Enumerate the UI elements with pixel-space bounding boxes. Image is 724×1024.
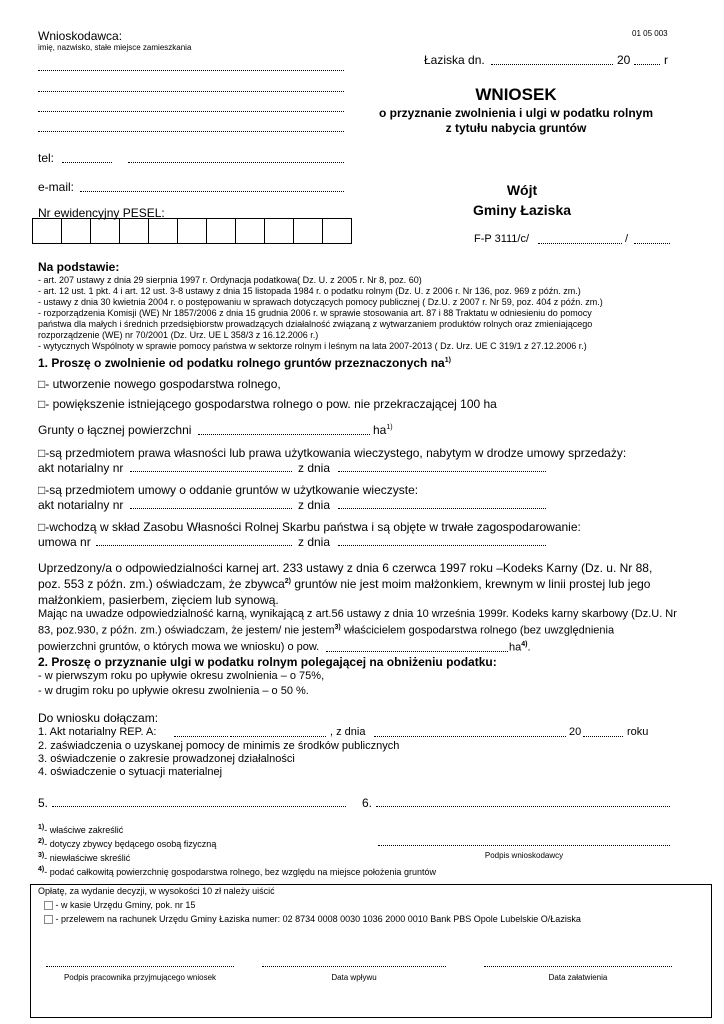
recipient-line-1: Wójt bbox=[506, 182, 538, 198]
option-ownership[interactable]: □-są przedmiotem prawa własności lub prawa użytkowania wieczystego, nabytym w drodze umowy sprzedaży: bbox=[38, 446, 627, 460]
form-code: 01 05 003 bbox=[632, 29, 668, 38]
date-year-field[interactable] bbox=[634, 64, 660, 65]
receipt-date-field[interactable] bbox=[262, 966, 446, 967]
contract-date-field[interactable] bbox=[338, 545, 546, 546]
recipient-line-2: Gminy Łaziska bbox=[472, 202, 572, 218]
form-subtitle-2: z tytułu nabycia gruntów bbox=[445, 121, 587, 135]
signature-field[interactable] bbox=[378, 845, 670, 846]
act-number-field-1[interactable] bbox=[130, 471, 292, 472]
contract-label: umowa nr bbox=[38, 535, 91, 549]
email-label: e-mail: bbox=[38, 180, 75, 194]
employee-signature-label: Podpis pracownika przyjmującego wniosek bbox=[63, 973, 217, 982]
fee-heading: Opłatę, za wydanie decyzji, w wysokości 10 zł należy uiścić bbox=[38, 886, 275, 896]
act-label-2: akt notarialny nr bbox=[38, 498, 124, 512]
relief-line-1: - w pierwszym roku po upływie okresu zwolnienia – o 75%, bbox=[38, 670, 325, 682]
fee-option-cash[interactable]: - w kasie Urzędu Gminy, pok. nr 15 bbox=[44, 900, 195, 910]
pesel-digit[interactable] bbox=[322, 218, 352, 244]
area-field[interactable] bbox=[198, 434, 370, 435]
tel-prefix-field[interactable] bbox=[62, 162, 112, 163]
completion-date-field[interactable] bbox=[484, 966, 672, 967]
basis-item: rozporządzenie (WE) nr 70/2001 (Dz. Urz. UE L 358/3 z 16.12.2006 r.) bbox=[38, 330, 319, 340]
pesel-digit[interactable] bbox=[293, 218, 323, 244]
attachment-1-label: 1. Akt notarialny REP. A: bbox=[38, 726, 157, 738]
warning-line: Uprzedzony/a o odpowiedzialności karnej art. 233 ustawy z dnia 6 czerwca 1997 roku –Kodeks Karny (Dz. u. Nr 88, bbox=[38, 561, 653, 575]
warning-line: poz. 553 z późn. zm.) oświadczam, że zbywca$^{2)}$ gruntów nie jest moim małżonkiem, krewnym w linii prostej lub jego bbox=[38, 577, 651, 591]
option-enlarge-farm[interactable]: □- powiększenie istniejącego gospodarstwa rolnego o pow. nie przekraczającej 100 ha bbox=[38, 397, 497, 411]
contract-date-label: z dnia bbox=[298, 535, 331, 549]
pesel-digit[interactable] bbox=[90, 218, 120, 244]
rep-field-2[interactable] bbox=[230, 736, 326, 737]
footnote-1: $^{1)}$- właściwe zakreślić bbox=[38, 824, 124, 835]
applicant-line-2[interactable] bbox=[38, 91, 344, 92]
pesel-digit[interactable] bbox=[206, 218, 236, 244]
basis-item: - art. 207 ustawy z dnia 29 sierpnia 1997 r. Ordynacja podatkowa( Dz. U. z 2005 r. Nr 8, poz. 60) bbox=[38, 275, 422, 285]
warning-line: Mając na uwadze odpowiedzialność karną, wynikającą z art.56 ustawy z dnia 10 września 1999r. Kodeks karny skarbowy (Dz.U. Nr bbox=[38, 608, 677, 620]
applicant-line-4[interactable] bbox=[38, 131, 344, 132]
attachment-2: 2. zaświadczenia o uzyskanej pomocy de minimis ze środków publicznych bbox=[38, 740, 400, 752]
basis-item: - rozporządzenia Komisji (WE) Nr 1857/2006 z dnia 15 grudnia 2006 r. w sprawie stosowania art. 87 i 88 Traktatu w odniesieniu do pomocy bbox=[38, 308, 592, 318]
basis-heading: Na podstawie: bbox=[38, 260, 120, 274]
attachment-1-year-prefix: 20 bbox=[569, 726, 582, 738]
attachment-1-date-label: , z dnia bbox=[330, 726, 366, 738]
applicant-label: Wnioskodawca: bbox=[38, 29, 123, 43]
applicant-line-1[interactable] bbox=[38, 70, 344, 71]
warning-line: 83, poz.930, z późn. zm.) oświadczam, że jestem/ nie jestem$^{3)}$ właścicielem gospodarstwa rolnego (bez uwzględnienia bbox=[38, 624, 615, 637]
basis-item: państwa dla małych i średnich przedsiębiorstw prowadzących działalność związaną z wytwarzaniem produktów rolnych oraz zmieniającego bbox=[38, 319, 593, 329]
contract-number-field[interactable] bbox=[96, 545, 292, 546]
employee-signature-field[interactable] bbox=[46, 966, 234, 967]
act-date-field-2[interactable] bbox=[338, 508, 546, 509]
date-place: Łaziska dn. bbox=[424, 53, 485, 67]
attachment-1-year-field[interactable] bbox=[583, 736, 623, 737]
pesel-label: Nr ewidencyjny PESEL: bbox=[38, 206, 165, 220]
relief-line-2: - w drugim roku po upływie okresu zwolnienia – o 50 %. bbox=[38, 685, 309, 697]
warning-line: powierzchni gruntów, o których mowa we wniosku) o pow. bbox=[38, 641, 320, 653]
pesel-digit[interactable] bbox=[148, 218, 178, 244]
completion-date-label: Data załatwienia bbox=[548, 973, 608, 982]
option-new-farm[interactable]: □- utworzenie nowego gospodarstwa rolnego, bbox=[38, 377, 281, 391]
tel-label: tel: bbox=[38, 151, 55, 165]
act-label-1: akt notarialny nr bbox=[38, 461, 124, 475]
form-title: WNIOSEK bbox=[475, 85, 557, 104]
basis-item: - wytycznych Wspólnoty w sprawie pomocy państwa w sektorze rolnym i leśnym na lata 2007-2013 ( Dz. Urz. UE C 319/1 z 27.12.2006 r.) bbox=[38, 341, 587, 351]
act-date-label-2: z dnia bbox=[298, 498, 331, 512]
farm-area-field[interactable] bbox=[326, 651, 508, 652]
act-date-field-1[interactable] bbox=[338, 471, 546, 472]
attachment-6-field[interactable] bbox=[376, 806, 670, 807]
option-perpetual-use[interactable]: □-są przedmiotem umowy o oddanie gruntów w użytkowanie wieczyste: bbox=[38, 483, 419, 497]
attachments-heading: Do wniosku dołączam: bbox=[38, 711, 159, 725]
basis-item: - ustawy z dnia 30 kwietnia 2004 r. o postępowaniu w sprawach dotyczących pomocy publicznej ( Dz.U. z 2007 r. Nr 59, poz. 404 z późn. zm.) bbox=[38, 297, 603, 307]
form-subtitle-1: o przyznanie zwolnienia i ulgi w podatku rolnym bbox=[378, 106, 654, 120]
act-date-label-1: z dnia bbox=[298, 461, 331, 475]
pesel-digit[interactable] bbox=[61, 218, 91, 244]
tel-number-field[interactable] bbox=[128, 162, 344, 163]
attachment-1-date-field[interactable] bbox=[374, 736, 566, 737]
reference-label: F-P 3111/c/ bbox=[474, 233, 530, 245]
section2-heading: 2. Proszę o przyznanie ulgi w podatku rolnym polegającej na obniżeniu podatku: bbox=[38, 655, 497, 669]
section1-heading: 1. Proszę o zwolnienie od podatku rolnego gruntów przeznaczonych $na^{1)}$ bbox=[38, 356, 451, 370]
fee-option-transfer[interactable]: - przelewem na rachunek Urzędu Gminy Łaziska numer: 02 8734 0008 0030 1036 2000 0010 Bank PBS Opole Lubelskie O/Łaziska bbox=[44, 914, 581, 924]
date-field[interactable] bbox=[491, 64, 613, 65]
act-number-field-2[interactable] bbox=[130, 508, 292, 509]
rep-field-1[interactable] bbox=[174, 736, 228, 737]
signature-label: Podpis wnioskodawcy bbox=[484, 851, 564, 860]
attachment-4: 4. oświadczenie o sytuacji materialnej bbox=[38, 766, 223, 778]
checkbox-icon[interactable] bbox=[44, 915, 53, 924]
warning-line: małżonkiem, pasierbem, zięciem lub synową. bbox=[38, 593, 279, 607]
date-year-prefix: 20 bbox=[617, 53, 631, 67]
checkbox-icon[interactable] bbox=[44, 901, 53, 910]
reference-separator: / bbox=[625, 233, 629, 245]
pesel-digit[interactable] bbox=[177, 218, 207, 244]
email-field[interactable] bbox=[80, 191, 344, 192]
attachment-3: 3. oświadczenie o zakresie prowadzonej działalności bbox=[38, 753, 295, 765]
pesel-digit[interactable] bbox=[264, 218, 294, 244]
footnote-4: $^{4)}$- podać całkowitą powierzchnię gospodarstwa rolnego, bez względu na miejsce położenia gruntów bbox=[38, 866, 436, 877]
farm-area-unit: $ha^{4)}$. bbox=[509, 641, 531, 654]
reference-field-2[interactable] bbox=[634, 243, 670, 244]
applicant-line-3[interactable] bbox=[38, 111, 344, 112]
reference-field-1[interactable] bbox=[538, 243, 622, 244]
footnote-3: $^{3)}$- niewłaściwe skreślić bbox=[38, 852, 131, 863]
pesel-boxes[interactable] bbox=[32, 218, 351, 244]
pesel-digit[interactable] bbox=[235, 218, 265, 244]
basis-item: - art. 12 ust. 1 pkt. 4 i art. 12 ust. 3-8 ustawy z dnia 15 listopada 1984 r. o podatku rolnym (Dz. U. z 2006 r. Nr 136, poz. 969 z późn. zm.) bbox=[38, 286, 581, 296]
area-label: Grunty o łącznej powierzchni bbox=[38, 423, 192, 437]
footnote-2: $^{2)}$- dotyczy zbywcy będącego osobą fizyczną bbox=[38, 838, 217, 849]
attachment-5-field[interactable] bbox=[52, 806, 346, 807]
option-state-resource[interactable]: □-wchodzą w skład Zasobu Własności Rolnej Skarbu państwa i są objęte w trwałe zagospodarowanie: bbox=[38, 520, 581, 534]
receipt-date-label: Data wpływu bbox=[331, 973, 377, 982]
pesel-digit[interactable] bbox=[119, 218, 149, 244]
area-unit: $ha^{1)}$ bbox=[373, 423, 393, 437]
applicant-sublabel: imię, nazwisko, stałe miejsce zamieszkania bbox=[38, 43, 192, 52]
date-suffix: r bbox=[664, 53, 668, 67]
attachment-6-label: 6. bbox=[362, 796, 373, 810]
attachment-1-roku: roku bbox=[627, 726, 649, 738]
pesel-digit[interactable] bbox=[32, 218, 62, 244]
attachment-5-label: 5. bbox=[38, 796, 49, 810]
